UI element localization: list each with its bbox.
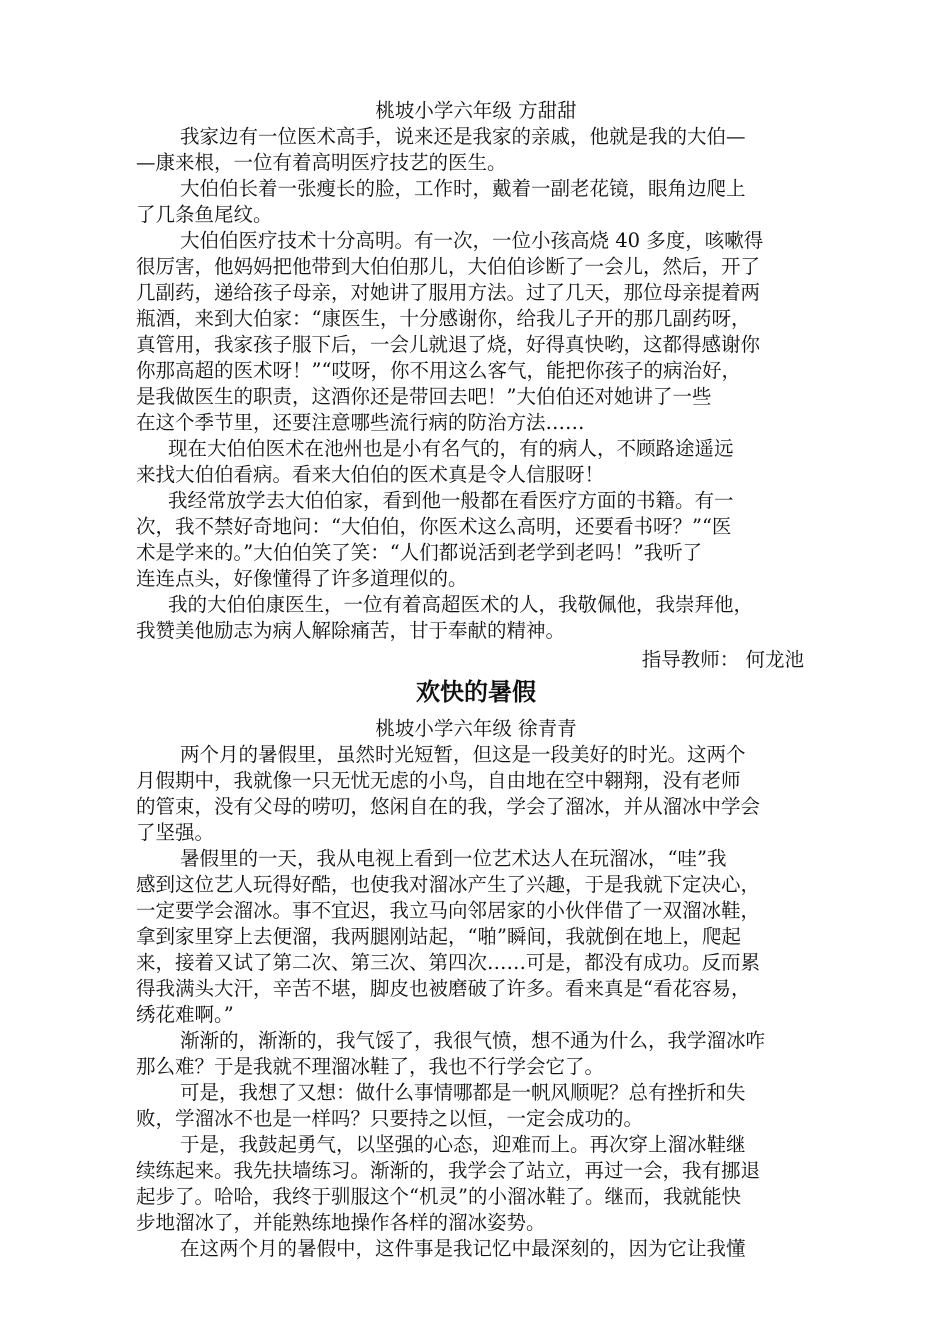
- a1-line-13: 来找大伯伯看病。看来大伯伯的医术真是令人信服呀！: [136, 463, 605, 486]
- a2-line-14: 败，学溜冰不也是一样吗？只要持之以恒，一定会成功的。: [136, 1107, 644, 1130]
- a1-line-14: 我经常放学去大伯伯家，看到他一般都在看医疗方面的书籍。有一: [168, 489, 734, 512]
- a1-line-15: 次，我不禁好奇地问：“大伯伯，你医术这么高明，还要看书呀？”“医: [136, 515, 732, 538]
- a2-line-17: 起步了。哈哈，我终于驯服这个“机灵”的小溜冰鞋了。继而，我就能快: [136, 1185, 741, 1208]
- teacher-credit: 指导教师： 何龙池: [641, 648, 804, 671]
- a1-line-11: 在这个季节里，还要注意哪些流行病的防治方法……: [136, 411, 585, 434]
- a2-line-5: 感到这位艺人玩得好酷，也使我对溜冰产生了兴趣，于是我就下定决心，: [136, 873, 761, 896]
- a2-line-19: 在这两个月的暑假中，这件事是我记忆中最深刻的，因为它让我懂: [180, 1237, 746, 1260]
- a1-line-0: 我家边有一位医术高手，说来还是我家的亲戚，他就是我的大伯—: [180, 125, 746, 148]
- a2-line-15: 于是，我鼓起勇气，以坚强的心态，迎难而上。再次穿上溜冰鞋继: [180, 1133, 746, 1156]
- a1-line-6: 几副药，递给孩子母亲，对她讲了服用方法。过了几天，那位母亲提着两: [136, 281, 761, 304]
- a1-line-17: 连连点头，好像懂得了许多道理似的。: [136, 567, 468, 590]
- a1-line-8: 真管用，我家孩子服下后，一会儿就退了烧，好得真快哟，这都得感谢你: [136, 333, 761, 356]
- a2-line-7: 拿到家里穿上去便溜，我两腿刚站起，“啪”瞬间，我就倒在地上，爬起: [136, 925, 741, 948]
- a2-line-12: 那么难？于是我就不理溜冰鞋了，我也不行学会它了。: [136, 1055, 605, 1078]
- a2-line-8: 来，接着又试了第二次、第三次、第四次……可是，都没有成功。反而累: [136, 951, 761, 974]
- a1-line-9: 你那高超的医术呀！”“哎呀，你不用这么客气，能把你孩子的病治好，: [136, 359, 741, 382]
- a2-line-16: 续练起来。我先扶墙练习。渐渐的，我学会了站立，再过一会，我有挪退: [136, 1159, 761, 1182]
- a2-line-1: 月假期中，我就像一只无忧无虑的小鸟，自由地在空中翱翔，没有老师: [136, 769, 741, 792]
- a1-line-16: 术是学来的。”大伯伯笑了笑：“人们都说活到老学到老吗！”我听了: [136, 541, 703, 564]
- a1-line-2: 大伯伯长着一张瘦长的脸，工作时，戴着一副老花镜，眼角边爬上: [180, 177, 746, 200]
- a2-line-2: 的管束，没有父母的唠叨，悠闲自在的我，学会了溜冰，并从溜冰中学会: [136, 795, 761, 818]
- a2-line-13: 可是，我想了又想：做什么事情哪都是一帆风顺呢？总有挫折和失: [180, 1081, 746, 1104]
- a1-line-12: 现在大伯伯医术在池州也是小有名气的，有的病人，不顾路途遥远: [168, 437, 734, 460]
- a1-line-5: 很厉害，他妈妈把他带到大伯伯那儿，大伯伯诊断了一会儿，然后，开了: [136, 255, 761, 278]
- byline-2: 桃坡小学六年级 徐青青: [375, 717, 577, 740]
- byline-1: 桃坡小学六年级 方甜甜: [375, 99, 577, 122]
- a2-line-0: 两个月的暑假里，虽然时光短暂，但这是一段美好的时光。这两个: [180, 743, 746, 766]
- a1-line-4: 大伯伯医疗技术十分高明。有一次，一位小孩高烧 40 多度，咳嗽得: [180, 229, 764, 252]
- a1-line-3: 了几条鱼尾纹。: [136, 203, 273, 226]
- a1-line-19: 我赞美他励志为病人解除痛苦，甘于奉献的精神。: [136, 619, 566, 642]
- article-title: 欢快的暑假: [416, 678, 536, 706]
- a2-line-4: 暑假里的一天，我从电视上看到一位艺术达人在玩溜冰，“哇”我: [180, 847, 727, 870]
- a2-line-11: 渐渐的，渐渐的，我气馁了，我很气愤，想不通为什么，我学溜冰咋: [180, 1029, 766, 1052]
- a1-line-18: 我的大伯伯康医生，一位有着高超医术的人，我敬佩他，我崇拜他，: [168, 593, 754, 616]
- a2-line-3: 了坚强。: [136, 821, 215, 844]
- a1-line-1: —康来根，一位有着高明医疗技艺的医生。: [136, 151, 507, 174]
- a2-line-6: 一定要学会溜冰。事不宜迟，我立马向邻居家的小伙伴借了一双溜冰鞋，: [136, 899, 761, 922]
- a1-line-10: 是我做医生的职责，这酒你还是带回去吧！”大伯伯还对她讲了一些: [136, 385, 712, 408]
- a2-line-10: 绣花难啊。”: [136, 1003, 234, 1026]
- a2-line-18: 步地溜冰了，并能熟练地操作各样的溜冰姿势。: [136, 1211, 546, 1234]
- a1-line-7: 瓶酒，来到大伯家：“康医生，十分感谢你，给我儿子开的那几副药呀，: [136, 307, 751, 330]
- a2-line-9: 得我满头大汗，辛苦不堪，脚皮也被磨破了许多。看来真是“看花容易，: [136, 977, 751, 1000]
